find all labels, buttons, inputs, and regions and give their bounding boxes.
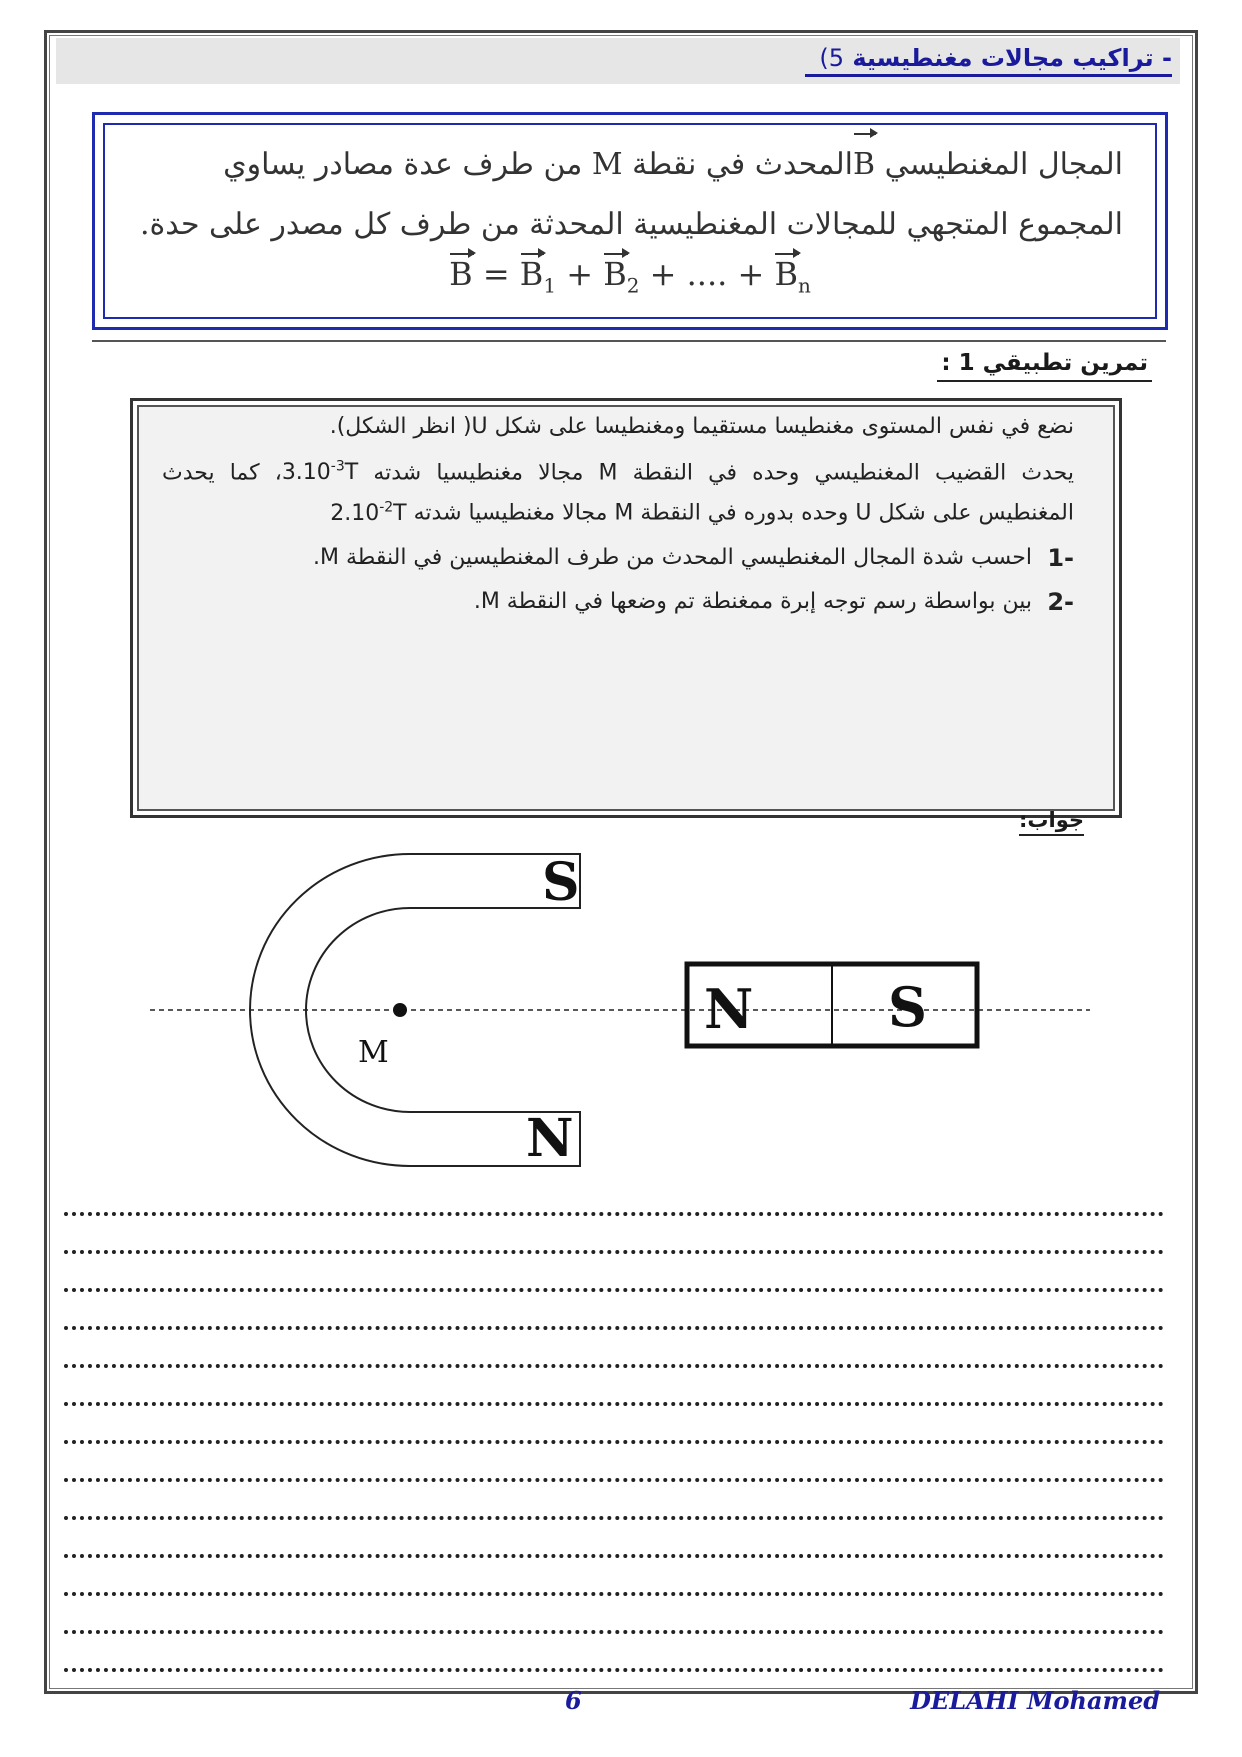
exercise-title: تمرين تطبيقي 1 : xyxy=(937,350,1152,382)
answer-line xyxy=(64,1630,1164,1634)
section-number: 5) xyxy=(819,44,844,72)
formula-sub-1: 1 xyxy=(543,273,557,298)
formula-plus: + xyxy=(556,255,604,293)
answer-line xyxy=(64,1668,1164,1672)
bar-magnet-left-pole: N xyxy=(704,977,754,1041)
exercise-paragraph-2-rest: ، كما يحدث المغنطيس على شكل U وحده بدوره في النقطة M مجالا مغنطيسيا شدته xyxy=(162,460,1074,526)
answer-line xyxy=(64,1402,1164,1406)
question-1-text: احسب شدة المجال المغنطيسي المحدث من طرف المغنطيسين في النقطة M. xyxy=(313,544,1032,570)
answer-line xyxy=(64,1250,1164,1254)
exercise-paragraph-1: نضع في نفس المستوى مغنطيسا مستقيما ومغنطيسا على شكل U( انظر الشكل). xyxy=(329,414,1074,439)
formula-ellipsis: + .... + xyxy=(639,255,775,293)
question-2 xyxy=(162,585,1074,619)
value-bar-magnet-field: $3.10^{-3}T$ xyxy=(281,459,359,486)
superposition-formula xyxy=(95,255,1165,297)
answer-line xyxy=(64,1364,1164,1368)
point-m-label: M xyxy=(358,1035,389,1070)
bar-magnet-right-pole: S xyxy=(888,975,927,1039)
point-m-dot xyxy=(393,1003,407,1017)
formula-b: B xyxy=(449,255,473,293)
answer-line xyxy=(64,1516,1164,1520)
formula-equals: = xyxy=(472,255,520,293)
formula-bn: B xyxy=(774,255,798,293)
answer-line xyxy=(64,1478,1164,1482)
definition-text-start: المجال المغنطيسي xyxy=(875,147,1123,182)
question-2-number: -2 xyxy=(1047,587,1074,616)
page-number: 6 xyxy=(565,1686,582,1715)
question-2-text: بين بواسطة رسم توجه إبرة ممغنطة تم وضعها في النقطة M. xyxy=(473,588,1032,614)
formula-sub-n: n xyxy=(797,273,811,298)
answer-line xyxy=(64,1326,1164,1330)
answer-line xyxy=(64,1288,1164,1292)
definition-box xyxy=(92,112,1168,330)
question-1 xyxy=(162,541,1074,575)
answer-line xyxy=(64,1212,1164,1216)
section-title-text: - تراكيب مجالات مغنطيسية xyxy=(852,44,1172,72)
answer-label: جواب: xyxy=(1019,808,1084,836)
author-name: DELAHI Mohamed xyxy=(910,1686,1160,1715)
u-magnet-bottom-pole: N xyxy=(526,1108,574,1169)
value-u-magnet-field: $2.10^{-2}T$ xyxy=(330,499,407,526)
definition-text xyxy=(125,135,1123,255)
formula-sub-2: 2 xyxy=(626,273,640,298)
answer-line xyxy=(64,1440,1164,1444)
formula-b2: B xyxy=(603,255,627,293)
magnets-figure xyxy=(140,840,1100,1180)
section-title xyxy=(805,44,1172,77)
u-magnet-top-pole: S xyxy=(542,852,580,913)
answer-line xyxy=(64,1592,1164,1596)
question-1-number: -1 xyxy=(1047,543,1074,572)
divider xyxy=(92,340,1166,342)
answer-line xyxy=(64,1554,1164,1558)
definition-text-rest: المحدث في نقطة M من طرف عدة مصادر يساوي المجموع المتجهي للمجالات المغنطيسية المحدثة من طرف كل مصدر على حدة. xyxy=(139,147,1123,242)
exercise-paragraph-2 xyxy=(162,450,1074,531)
exercise-paragraph-2-start: يحدث القضيب المغنطيسي وحده في النقطة M مجالا مغنطيسيا شدته xyxy=(358,460,1074,486)
exercise-text xyxy=(162,410,1074,625)
formula-b1: B xyxy=(519,255,544,293)
vector-b-symbol: B xyxy=(853,135,875,195)
